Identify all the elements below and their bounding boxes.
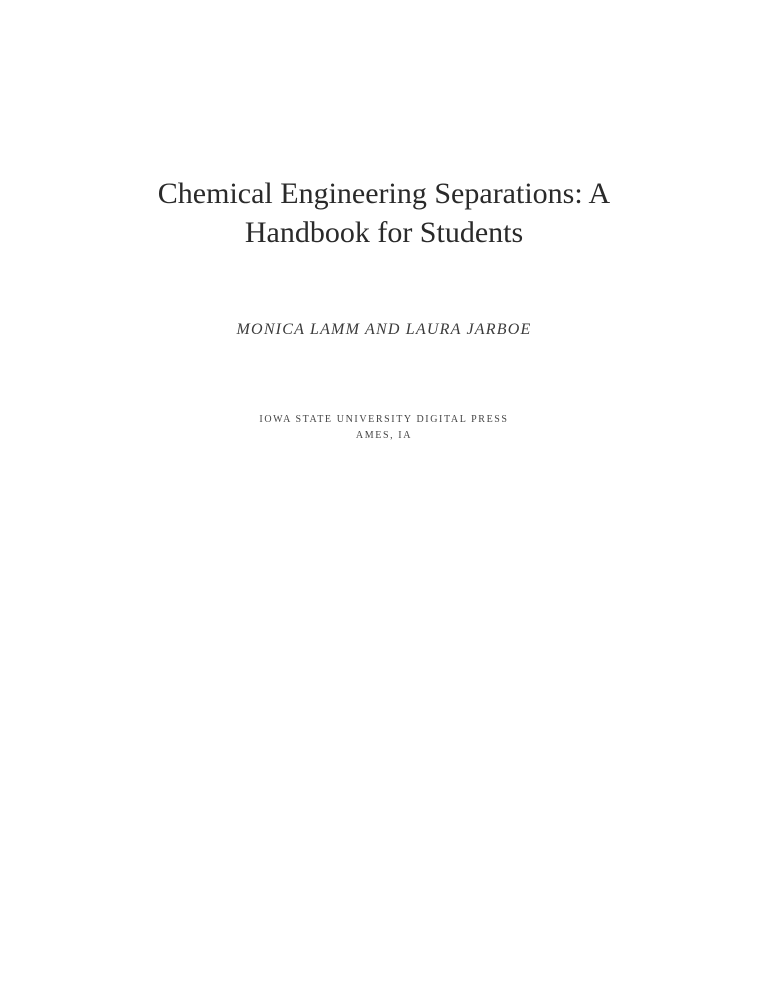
publisher-name: IOWA STATE UNIVERSITY DIGITAL PRESS (259, 414, 509, 425)
book-title: Chemical Engineering Separations: A Handbook for Students (157, 177, 611, 249)
book-authors: MONICA LAMM AND LAURA JARBOE (236, 321, 532, 338)
publisher-location: AMES, IA (355, 430, 413, 441)
